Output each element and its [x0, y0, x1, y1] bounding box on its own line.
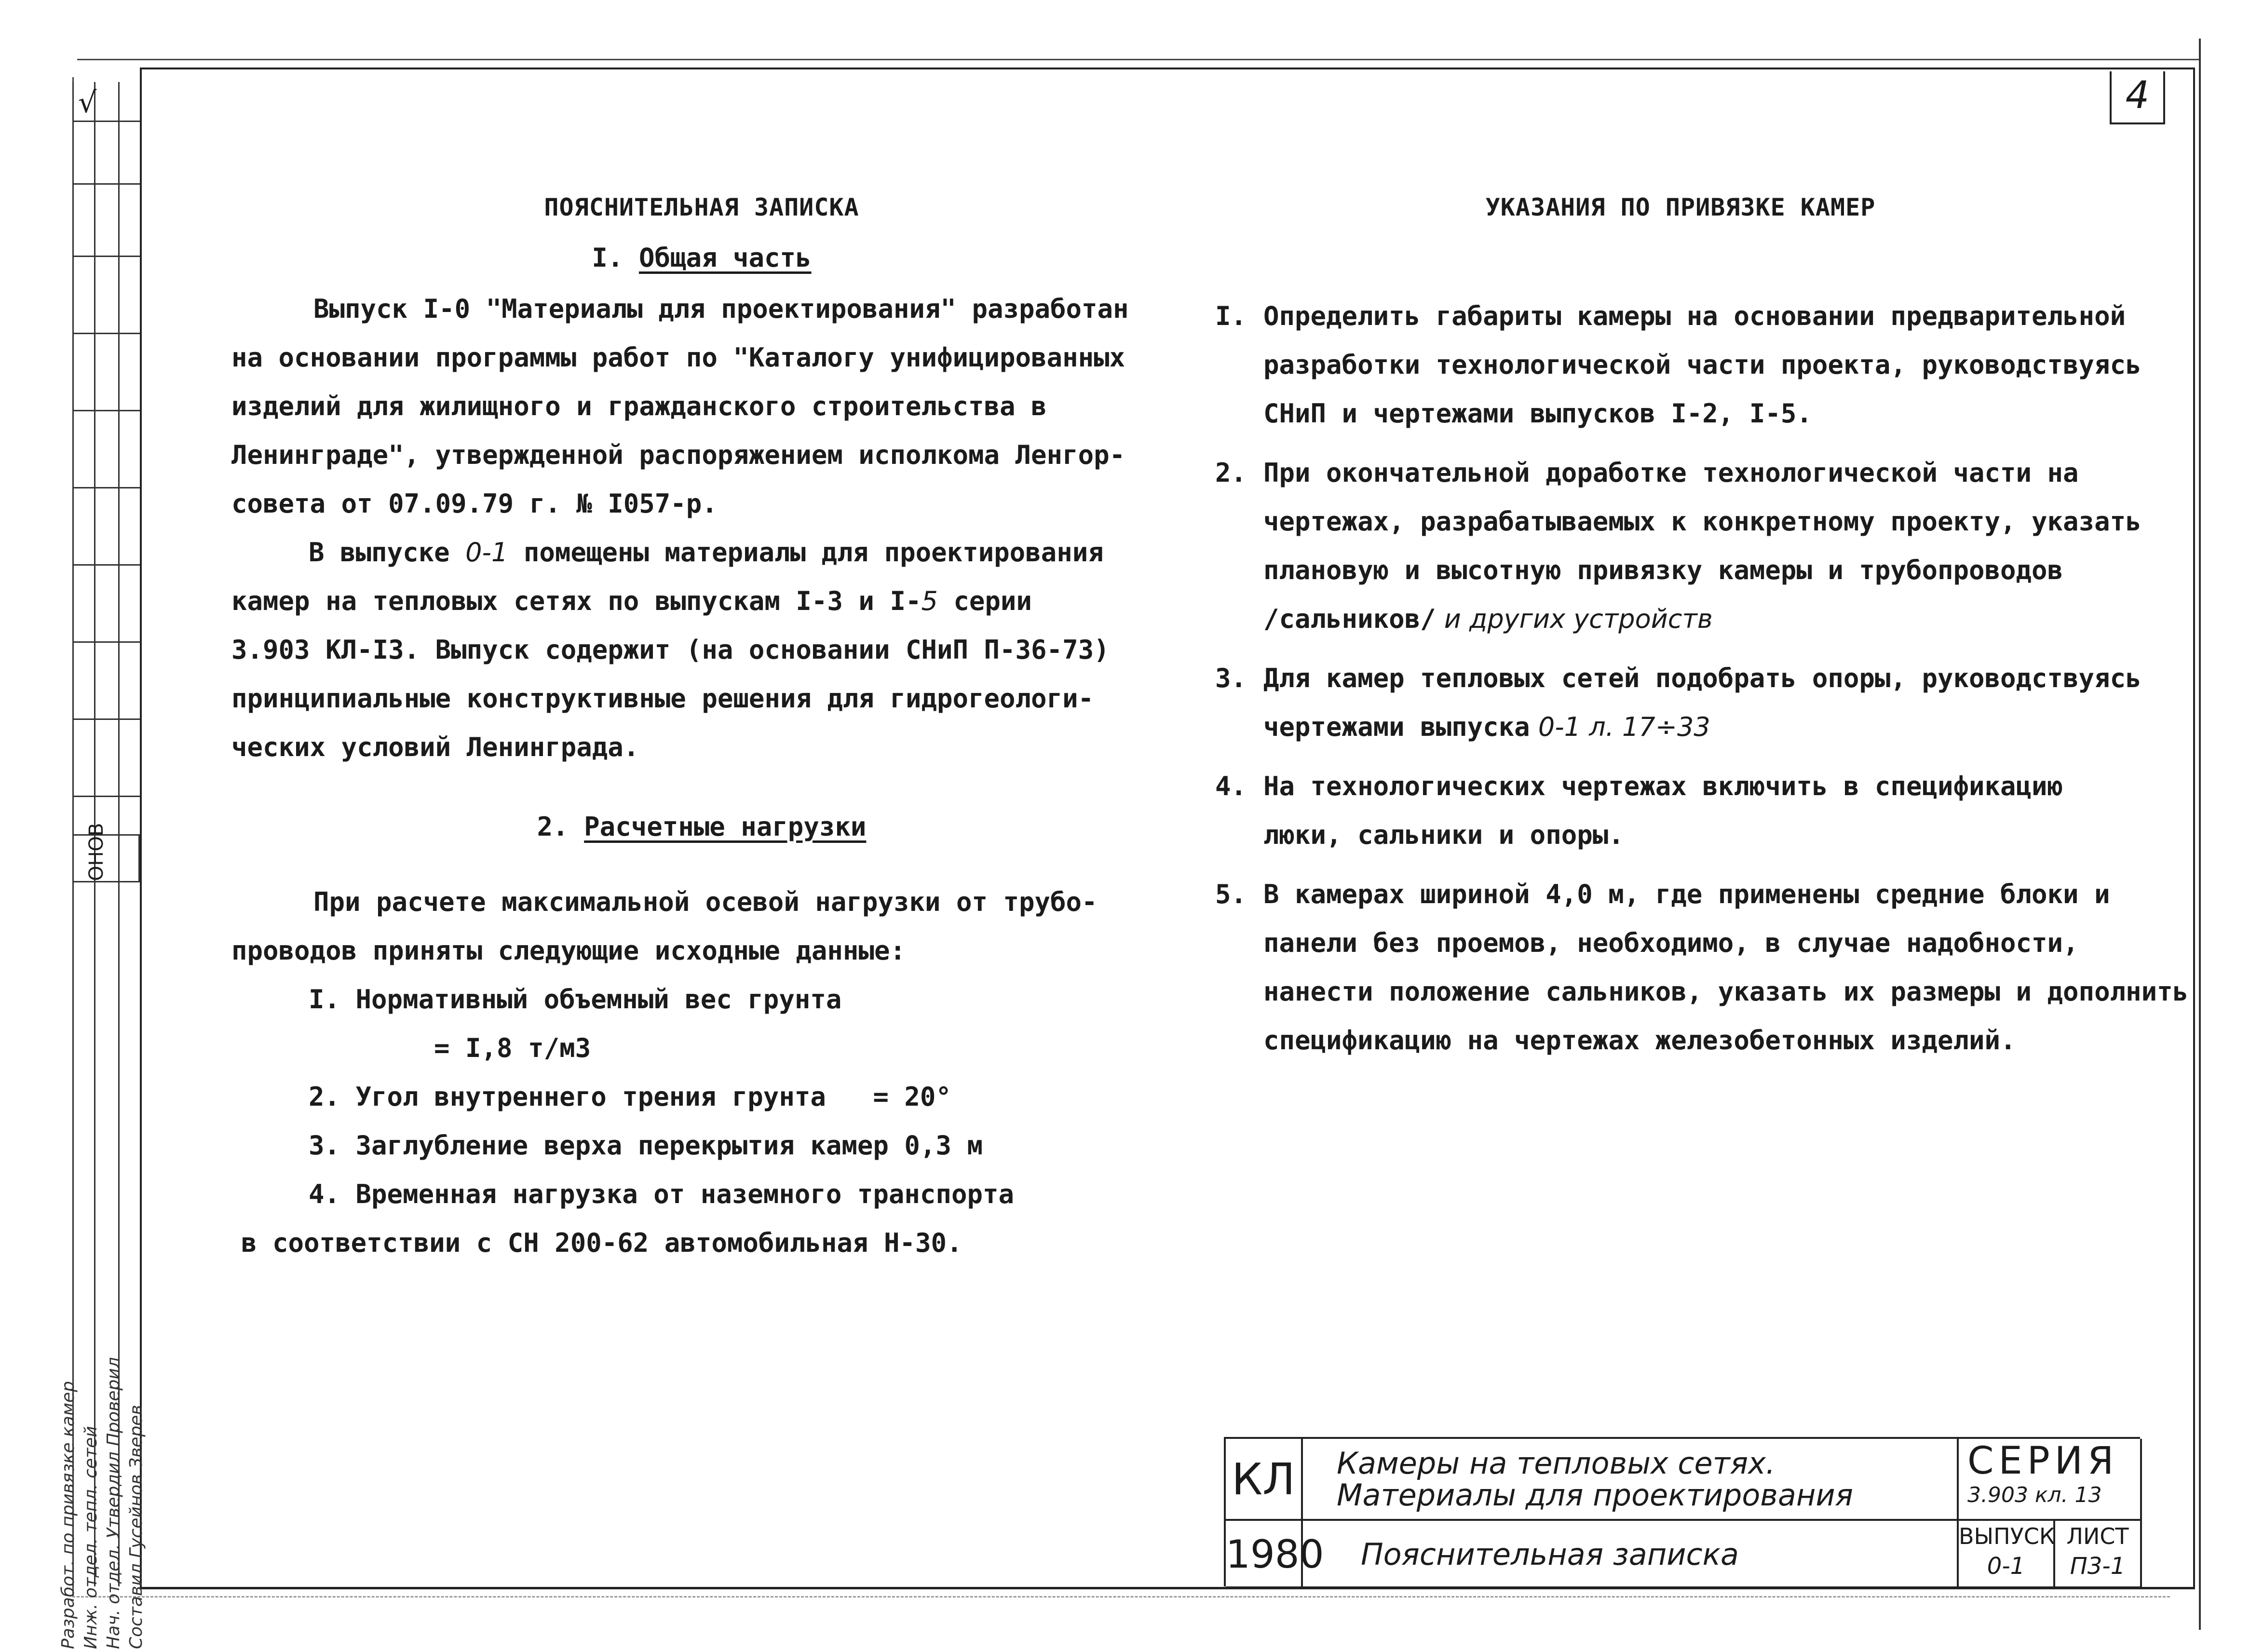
outer-border-top — [77, 59, 2199, 60]
left-margin-strip — [58, 82, 146, 1649]
sheet-cell: ЛИСТ П3-1 — [2055, 1521, 2142, 1588]
instruction-item — [1215, 292, 2146, 438]
document-name: Пояснительная записка — [1303, 1521, 1959, 1588]
series-cell: СЕРИЯ 3.903 кл. 13 — [1959, 1439, 2142, 1521]
outer-border-right — [2199, 39, 2201, 1630]
paragraph-2: В выпуске 0-1 помещены материалы для проектирования камер на тепловых сетях по выпускам I-3 и I-5 серии 3.903 КЛ-I3. Выпуск содержит (на основании СНиП П-36-73) принципиальные конструктивные решения для гидрогеологи- ческих условий Ленинграда. — [231, 537, 1110, 762]
handwritten-note: 0-1 л. 17÷33 — [1530, 712, 1710, 742]
instruction-item — [1215, 654, 2146, 751]
instruction-line: При окончательной доработке технологической части на — [1263, 458, 2079, 488]
explanatory-note-column — [231, 183, 1172, 1267]
instruction-item — [1215, 762, 2146, 859]
design-data-list — [231, 975, 1172, 1267]
handwritten-note: и других устройств — [1436, 604, 1713, 634]
instruction-number: 2. — [1215, 458, 1247, 488]
list-item: 2. Угол внутреннего трения грунта = 20° — [309, 1082, 951, 1112]
bottom-trim-line — [72, 1596, 2170, 1598]
strip-signature-line: Составил Гусейнов Зверев — [126, 1405, 146, 1649]
instruction-line: чертежами выпуска 0-1 л. 17÷33 — [1263, 712, 1710, 742]
instruction-line: спецификацию на чертежах железобетонных изделий. — [1263, 1025, 2016, 1056]
instruction-line: В камерах шириной 4,0 м, где применены средние блоки и — [1263, 879, 2110, 909]
list-item: I. Нормативный объемный вес грунта — [309, 984, 842, 1015]
binding-instructions-column — [1215, 183, 2189, 1075]
strip-stamp-label: ОНОВ — [72, 834, 140, 882]
list-item: 4. Временная нагрузка от наземного транспорта — [309, 1179, 1014, 1209]
instructions-list — [1215, 292, 2189, 1065]
org-code: КЛ — [1226, 1439, 1303, 1521]
instruction-item — [1215, 870, 2189, 1065]
instruction-line: люки, сальники и опоры. — [1263, 820, 1624, 850]
instruction-number: 4. — [1215, 771, 1247, 801]
issue-cell: ВЫПУСК 0-1 — [1959, 1521, 2055, 1588]
instruction-line: Определить габариты камеры на основании предварительной — [1263, 301, 2126, 331]
instruction-item — [1215, 448, 2146, 643]
instruction-number: 3. — [1215, 663, 1247, 693]
paragraph-1: Выпуск I-0 "Материалы для проектирования" разработан на основании программы работ по "Каталогу унифицированных изделий для жилищного и гражданского строительства в Ленинграде", утвержденной распоряжением исполкома Ленгор- совета от 07.09.79 г. № I057-р. — [231, 294, 1129, 519]
list-item: 3. Заглубление верха перекрытия камер 0,3 м — [309, 1130, 983, 1161]
explanatory-note-title: ПОЯСНИТЕЛЬНАЯ ЗАПИСКА — [544, 193, 859, 221]
strip-signature-line: Разработ. по привязке камер — [58, 1381, 78, 1649]
instruction-line: нанести положение сальников, указать их размеры и дополнить — [1263, 976, 2189, 1007]
strip-signature-line: Инж. отдел. тепл. сетей — [81, 1426, 101, 1649]
instruction-line: СНиП и чертежами выпусков I-2, I-5. — [1263, 398, 1812, 429]
instruction-line: На технологических чертежах включить в спецификацию — [1263, 771, 2063, 801]
section2-heading: 2. Расчетные нагрузки — [537, 812, 867, 842]
instruction-line: /сальников/ и других устройств — [1263, 604, 1713, 634]
instruction-line: чертежах, разрабатываемых к конкретному проекту, указать — [1263, 506, 2142, 537]
binding-instructions-title: УКАЗАНИЯ ПО ПРИВЯЗКЕ КАМЕР — [1485, 193, 1876, 221]
year: 1980 — [1226, 1521, 1303, 1588]
section1-heading: I. Общая часть — [592, 243, 812, 273]
list-item: = I,8 т/м3 — [434, 1033, 591, 1063]
strip-signatures — [58, 902, 146, 1649]
strip-signature-line: Нач. отдел. Утвердил Проверил — [104, 1357, 123, 1649]
instruction-line: разработки технологической части проекта, руководствуясь — [1263, 350, 2142, 380]
instruction-line: Для камер тепловых сетей подобрать опоры, руководствуясь — [1263, 663, 2142, 693]
title-block — [1224, 1437, 2140, 1586]
list-item: в соответствии с СН 200-62 автомобильная Н-30. — [241, 1228, 962, 1258]
instruction-number: I. — [1215, 301, 1247, 331]
instruction-line: плановую и высотную привязку камеры и трубопроводов — [1263, 555, 2063, 585]
paragraph-3: При расчете максимальной осевой нагрузки от трубо- проводов приняты следующие исходные данные: — [231, 887, 1098, 966]
drawing-title: Камеры на тепловых сетях. Материалы для проектирования — [1303, 1439, 1959, 1521]
checkmark-icon: √ — [78, 86, 97, 120]
sheet-number: 4 — [2110, 71, 2165, 124]
instruction-number: 5. — [1215, 879, 1247, 909]
instruction-line: панели без проемов, необходимо, в случае надобности, — [1263, 928, 2079, 958]
